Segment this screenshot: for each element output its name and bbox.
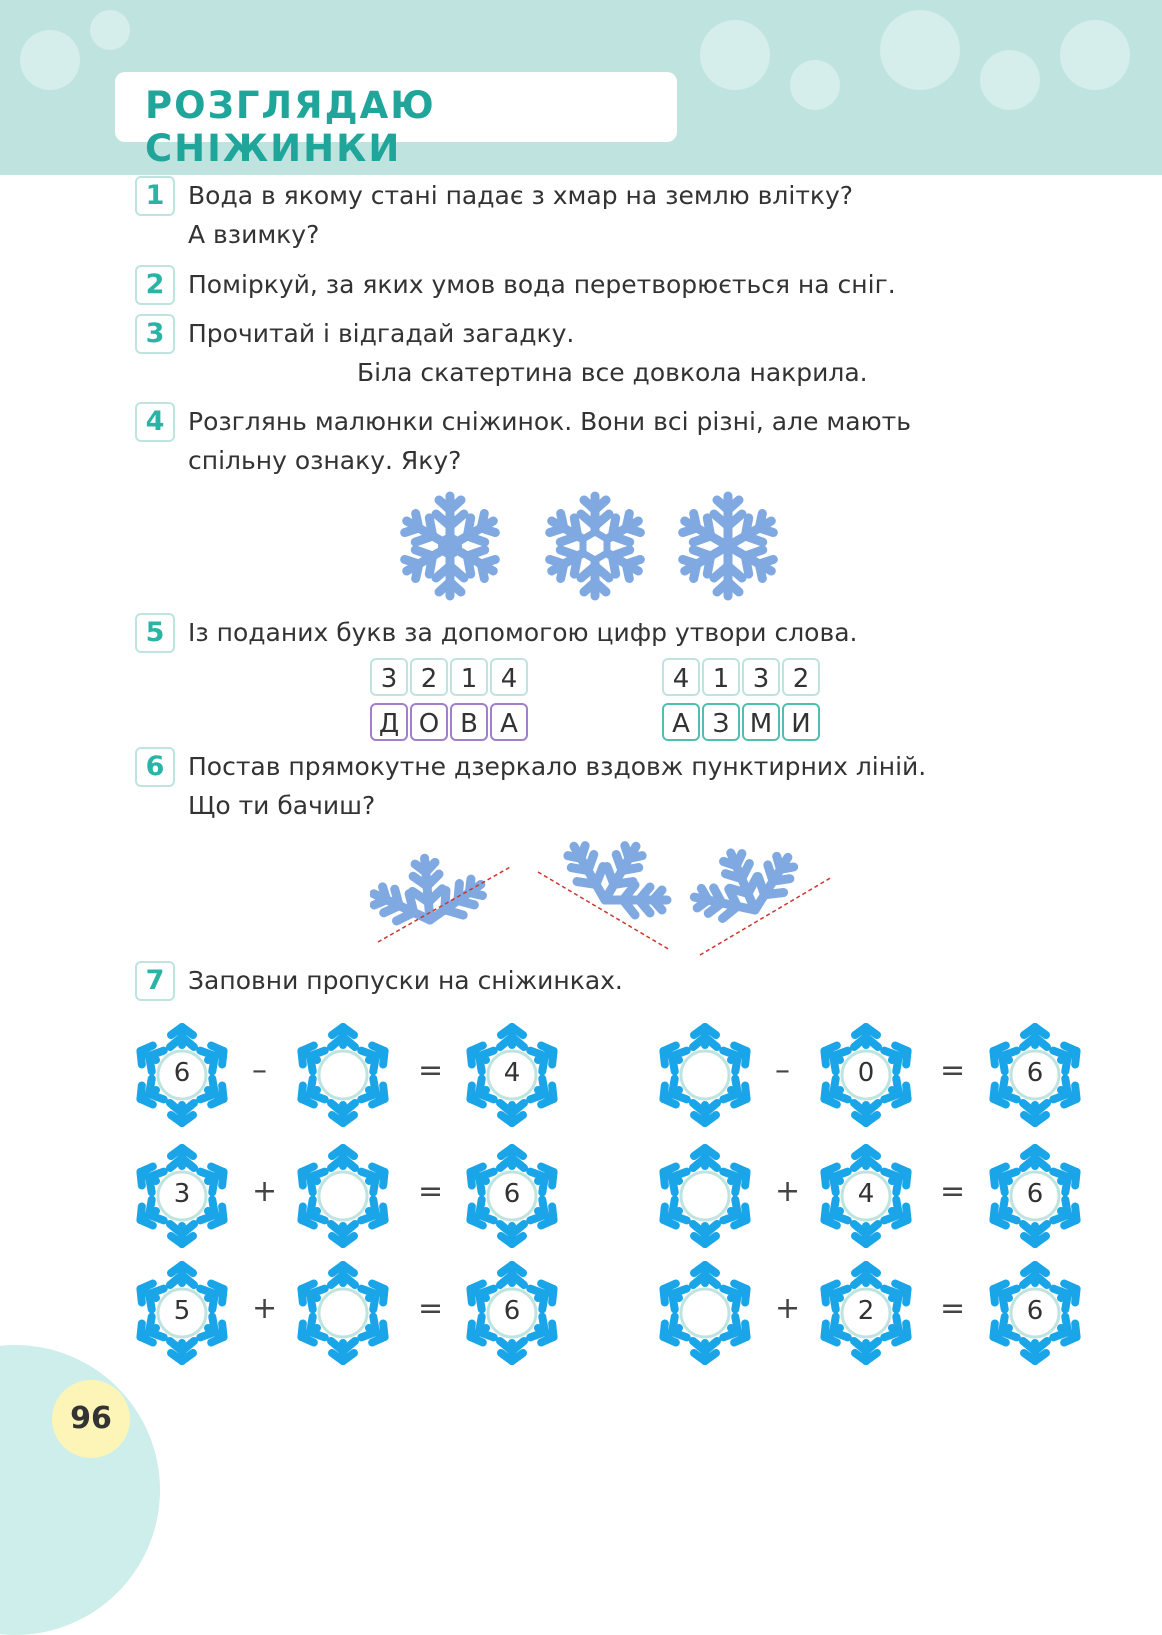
letter-cell: М: [742, 703, 780, 741]
operator-sign: –: [252, 1053, 267, 1088]
task-text: Поміркуй, за яких умов вода перетворюється на сніг.: [188, 270, 896, 299]
operator-sign: +: [775, 1174, 801, 1209]
letter-cell: О: [410, 703, 448, 741]
task-text: спільну ознаку. Яку?: [188, 446, 462, 475]
result: 6: [1026, 1296, 1044, 1326]
letter-cell: А: [490, 703, 528, 741]
page-number: 96: [52, 1380, 130, 1458]
digit-cell: 4: [490, 658, 528, 696]
task-text: А взимку?: [188, 220, 320, 249]
task-number: 1: [135, 176, 175, 216]
result: 6: [1026, 1179, 1044, 1209]
snowflake-icon: [657, 1027, 752, 1123]
equals-sign: =: [940, 1174, 966, 1209]
equals-sign: =: [418, 1053, 444, 1088]
equals-sign: =: [418, 1291, 444, 1326]
operator-sign: +: [775, 1291, 801, 1326]
task-text: Розглянь малюнки сніжинок. Вони всі різні, але мають: [188, 407, 911, 436]
snowflake-icon: [295, 1265, 390, 1361]
task-text: Прочитай і відгадай загадку.: [188, 319, 575, 348]
task-text: Постав прямокутне дзеркало вздовж пунктирних ліній.: [188, 752, 927, 781]
snowflake-icon: [295, 1148, 390, 1244]
result: 6: [503, 1296, 521, 1326]
letter-cell: А: [662, 703, 700, 741]
operator-sign: +: [252, 1291, 278, 1326]
task-number: 5: [135, 613, 175, 653]
operand-a: 6: [173, 1058, 191, 1088]
operand-b: 2: [857, 1296, 875, 1326]
operator-sign: –: [775, 1053, 790, 1088]
task-number: 3: [135, 314, 175, 354]
digit-cell: 2: [410, 658, 448, 696]
letter-cell: И: [782, 703, 820, 741]
operand-a: 3: [173, 1179, 191, 1209]
digit-cell: 2: [782, 658, 820, 696]
result: 4: [503, 1058, 521, 1088]
task-number: 2: [135, 265, 175, 305]
digit-cell: 3: [370, 658, 408, 696]
operand-b: 4: [857, 1179, 875, 1209]
snowflake-icon: [657, 1265, 752, 1361]
letter-cell: В: [450, 703, 488, 741]
digit-cell: 4: [662, 658, 700, 696]
task-number: 4: [135, 402, 175, 442]
task-number: 7: [135, 961, 175, 1001]
snowflake-icon: [295, 1027, 390, 1123]
task-number: 6: [135, 747, 175, 787]
equals-sign: =: [418, 1174, 444, 1209]
digit-cell: 1: [450, 658, 488, 696]
snowflake-icon: [657, 1148, 752, 1244]
letter-cell: Д: [370, 703, 408, 741]
page-title: РОЗГЛЯДАЮ СНІЖИНКИ: [145, 84, 436, 170]
task-text: Вода в якому стані падає з хмар на землю влітку?: [188, 181, 854, 210]
task-text: Що ти бачиш?: [188, 791, 376, 820]
riddle-text: Біла скатертина все довкола накрила.: [357, 358, 868, 387]
result: 6: [503, 1179, 521, 1209]
result: 6: [1026, 1058, 1044, 1088]
operand-b: 0: [857, 1058, 875, 1088]
digit-cell: 1: [702, 658, 740, 696]
equals-sign: =: [940, 1053, 966, 1088]
equals-sign: =: [940, 1291, 966, 1326]
letter-cell: З: [702, 703, 740, 741]
operator-sign: +: [252, 1174, 278, 1209]
task-text: Заповни пропуски на сніжинках.: [188, 966, 623, 995]
task-text: Із поданих букв за допомогою цифр утвори слова.: [188, 618, 858, 647]
operand-a: 5: [173, 1296, 191, 1326]
digit-cell: 3: [742, 658, 780, 696]
